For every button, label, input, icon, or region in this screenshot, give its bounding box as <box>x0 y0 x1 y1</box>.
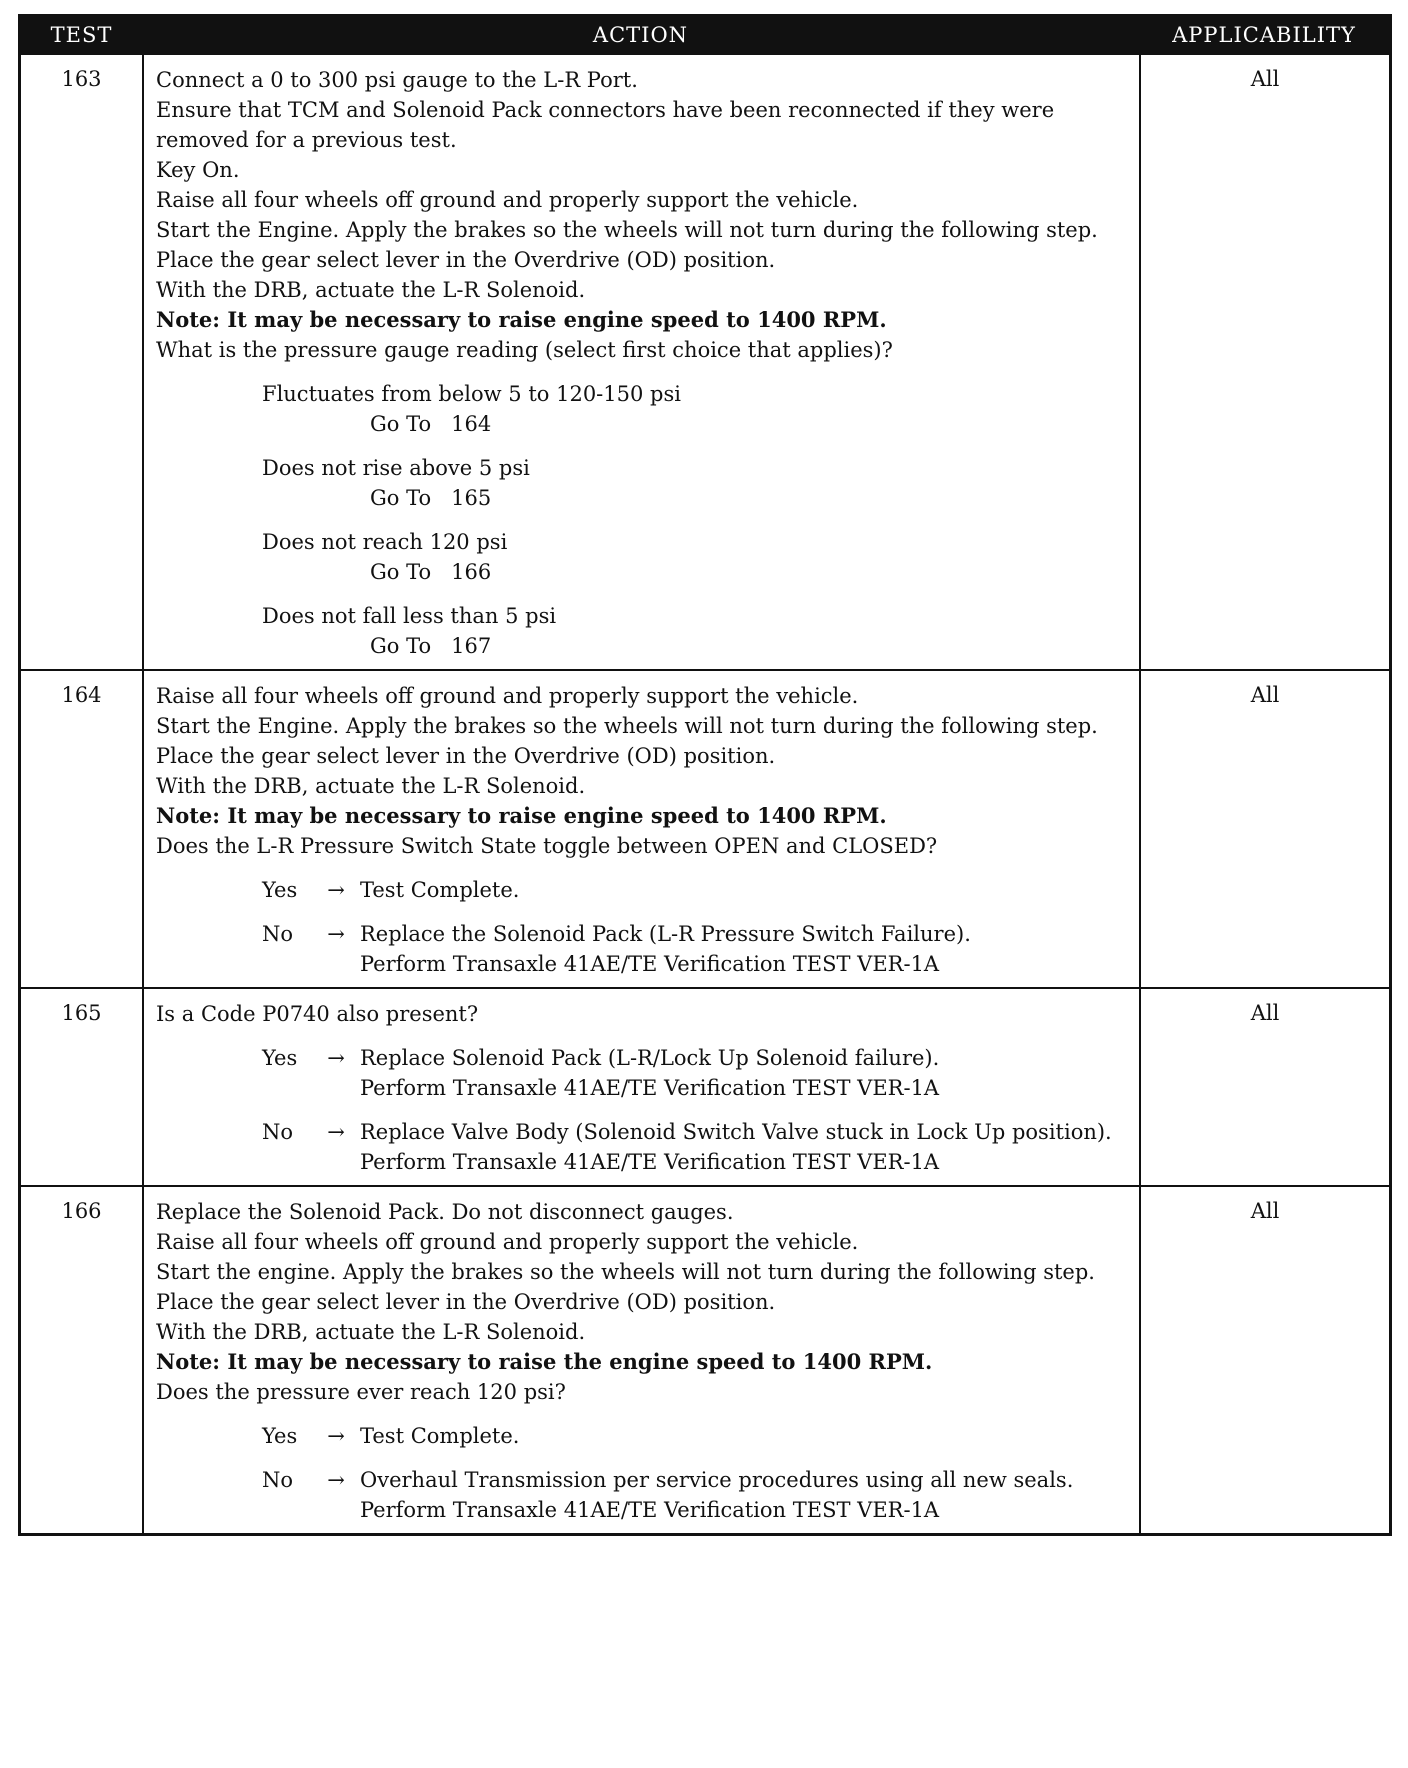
no-result <box>360 919 1131 979</box>
header-action: ACTION <box>592 23 689 47</box>
choice-label: Fluctuates from below 5 to 120-150 psi <box>262 382 681 406</box>
applicability-cell: All <box>1250 67 1280 91</box>
yes-label: Yes <box>262 878 298 902</box>
action-line: With the DRB, actuate the L-R Solenoid. <box>156 774 586 798</box>
choice-item <box>262 453 1131 513</box>
action-line: Start the Engine. Apply the brakes so the wheels will not turn during the following step. <box>156 714 1098 738</box>
choice-item <box>262 601 1131 661</box>
yes-result <box>360 875 1131 905</box>
note-text: Note: It may be necessary to raise engine speed to 1400 RPM. <box>156 803 887 828</box>
action-cell <box>144 989 1141 1185</box>
result-line: Perform Transaxle 41AE/TE Verification TEST VER-1A <box>360 952 940 976</box>
result-line: Replace the Solenoid Pack (L-R Pressure Switch Failure). <box>360 922 971 946</box>
arrow-icon: → <box>327 1468 345 1492</box>
action-line: With the DRB, actuate the L-R Solenoid. <box>156 1320 586 1344</box>
result-line: Replace Valve Body (Solenoid Switch Valve stuck in Lock Up position). <box>360 1120 1112 1144</box>
no-option <box>262 919 1131 979</box>
action-cell <box>144 671 1141 987</box>
yes-label: Yes <box>262 1424 298 1448</box>
result-line: Test Complete. <box>360 1424 520 1448</box>
header-test: TEST <box>50 23 113 47</box>
no-label: No <box>262 1120 294 1144</box>
action-line: Connect a 0 to 300 psi gauge to the L-R Port. <box>156 68 638 92</box>
no-label: No <box>262 1468 294 1492</box>
no-option <box>262 1465 1131 1525</box>
action-cell <box>144 1187 1141 1533</box>
action-line: Raise all four wheels off ground and properly support the vehicle. <box>156 684 859 708</box>
yes-label: Yes <box>262 1046 298 1070</box>
action-line: Place the gear select lever in the Overdrive (OD) position. <box>156 1290 776 1314</box>
no-result <box>360 1117 1131 1177</box>
question-text: What is the pressure gauge reading (select first choice that applies)? <box>156 338 893 362</box>
action-line: Start the Engine. Apply the brakes so the wheels will not turn during the following step. <box>156 218 1098 242</box>
action-line: Key On. <box>156 158 240 182</box>
question-text: Does the pressure ever reach 120 psi? <box>156 1380 566 1404</box>
table-row <box>21 53 1389 669</box>
note-text: Note: It may be necessary to raise engine speed to 1400 RPM. <box>156 307 887 332</box>
table-header <box>21 17 1389 53</box>
choice-label: Does not fall less than 5 psi <box>262 604 557 628</box>
arrow-icon: → <box>327 922 345 946</box>
table-row <box>21 1185 1389 1533</box>
action-line: Place the gear select lever in the Overdrive (OD) position. <box>156 248 776 272</box>
yes-option <box>262 1043 1131 1103</box>
choice-item <box>262 379 1131 439</box>
action-line: Start the engine. Apply the brakes so the wheels will not turn during the following step. <box>156 1260 1095 1284</box>
choice-label: Does not rise above 5 psi <box>262 456 530 480</box>
action-line: Replace the Solenoid Pack. Do not disconnect gauges. <box>156 1200 734 1224</box>
result-line: Perform Transaxle 41AE/TE Verification TEST VER-1A <box>360 1076 940 1100</box>
yes-option <box>262 875 1131 905</box>
arrow-icon: → <box>327 878 345 902</box>
no-result <box>360 1465 1131 1525</box>
applicability-cell: All <box>1250 683 1280 707</box>
action-line: Raise all four wheels off ground and properly support the vehicle. <box>156 188 859 212</box>
table-row <box>21 669 1389 987</box>
header-applicability: APPLICABILITY <box>1172 23 1356 47</box>
test-number: 163 <box>21 55 144 669</box>
result-line: Overhaul Transmission per service procedures using all new seals. <box>360 1468 1074 1492</box>
result-line: Perform Transaxle 41AE/TE Verification TEST VER-1A <box>360 1498 940 1522</box>
arrow-icon: → <box>327 1120 345 1144</box>
action-line: Place the gear select lever in the Overdrive (OD) position. <box>156 744 776 768</box>
test-number: 166 <box>21 1187 144 1533</box>
action-cell <box>144 55 1141 669</box>
arrow-icon: → <box>327 1046 345 1070</box>
result-line: Replace Solenoid Pack (L-R/Lock Up Solenoid failure). <box>360 1046 940 1070</box>
choice-label: Does not reach 120 psi <box>262 530 508 554</box>
test-table <box>18 14 1392 1536</box>
question-text: Does the L-R Pressure Switch State toggle between OPEN and CLOSED? <box>156 834 938 858</box>
arrow-icon: → <box>327 1424 345 1448</box>
note-text: Note: It may be necessary to raise the engine speed to 1400 RPM. <box>156 1349 933 1374</box>
question-text: Is a Code P0740 also present? <box>156 1002 479 1026</box>
applicability-cell: All <box>1250 1001 1280 1025</box>
goto-link[interactable]: Go To 166 <box>370 560 492 584</box>
table-row <box>21 987 1389 1185</box>
test-number: 165 <box>21 989 144 1185</box>
yes-option <box>262 1421 1131 1451</box>
no-label: No <box>262 922 294 946</box>
goto-link[interactable]: Go To 165 <box>370 486 492 510</box>
applicability-cell: All <box>1250 1199 1280 1223</box>
goto-link[interactable]: Go To 164 <box>370 412 492 436</box>
yes-result <box>360 1421 1131 1451</box>
test-number: 164 <box>21 671 144 987</box>
action-line: Raise all four wheels off ground and properly support the vehicle. <box>156 1230 859 1254</box>
yes-result <box>360 1043 1131 1103</box>
choice-item <box>262 527 1131 587</box>
goto-link[interactable]: Go To 167 <box>370 634 492 658</box>
action-line: Ensure that TCM and Solenoid Pack connectors have been reconnected if they were removed for a previous test. <box>156 98 1055 152</box>
action-line: With the DRB, actuate the L-R Solenoid. <box>156 278 586 302</box>
no-option <box>262 1117 1131 1177</box>
result-line: Test Complete. <box>360 878 520 902</box>
result-line: Perform Transaxle 41AE/TE Verification TEST VER-1A <box>360 1150 940 1174</box>
